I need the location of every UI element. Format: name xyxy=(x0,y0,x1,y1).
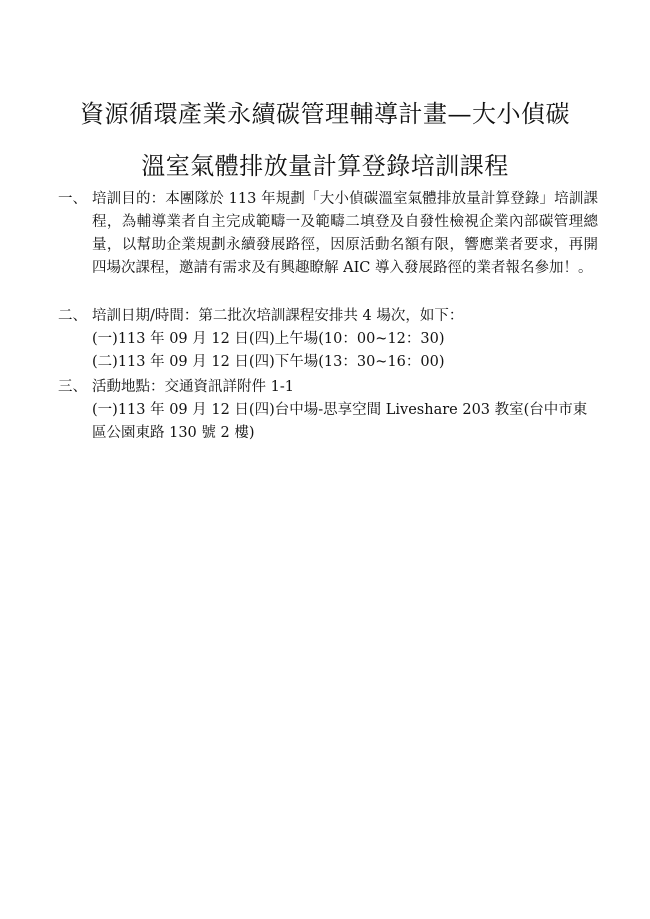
section-number: 二、 xyxy=(58,308,87,324)
schedule-item-morning: (一)113 年 09 月 12 日(四)上午場(10：00~12：30) xyxy=(92,331,445,347)
section-text: 活動地點：交通資訊詳附件 1-1 xyxy=(92,379,294,395)
section-training-schedule xyxy=(58,305,598,374)
section-training-purpose xyxy=(58,188,598,280)
document-title-line-1: 資源循環產業永續碳管理輔導計畫—大小偵碳 xyxy=(80,100,570,128)
document-title-line-2: 溫室氣體排放量計算登錄培訓課程 xyxy=(141,152,509,180)
section-text: 培訓目的：本團隊於 113 年規劃「大小偵碳溫室氣體排放量計算登錄」培訓課程，為輔導業者自主完成範疇一及範疇二填登及自發性檢視企業內部碳管理總量，以幫助企業規劃永續發展路徑，因原活動名額有限，響應業者要求，再開四場次課程，邀請有需求及有興趣瞭解 AIC 導入發展路徑的業者報名參加！。 xyxy=(92,191,598,276)
section-number: 一、 xyxy=(58,191,87,207)
section-venue xyxy=(58,376,598,445)
section-text: 培訓日期/時間：第二批次培訓課程安排共 4 場次，如下： xyxy=(92,308,464,324)
schedule-item-afternoon: (二)113 年 09 月 12 日(四)下午場(13：30~16：00) xyxy=(92,354,445,370)
section-number: 三、 xyxy=(58,379,87,395)
venue-item-taichung: (一)113 年 09 月 12 日(四)台中場-思享空間 Liveshare 203 教室(台中市東區公園東路 130 號 2 樓) xyxy=(92,402,588,441)
